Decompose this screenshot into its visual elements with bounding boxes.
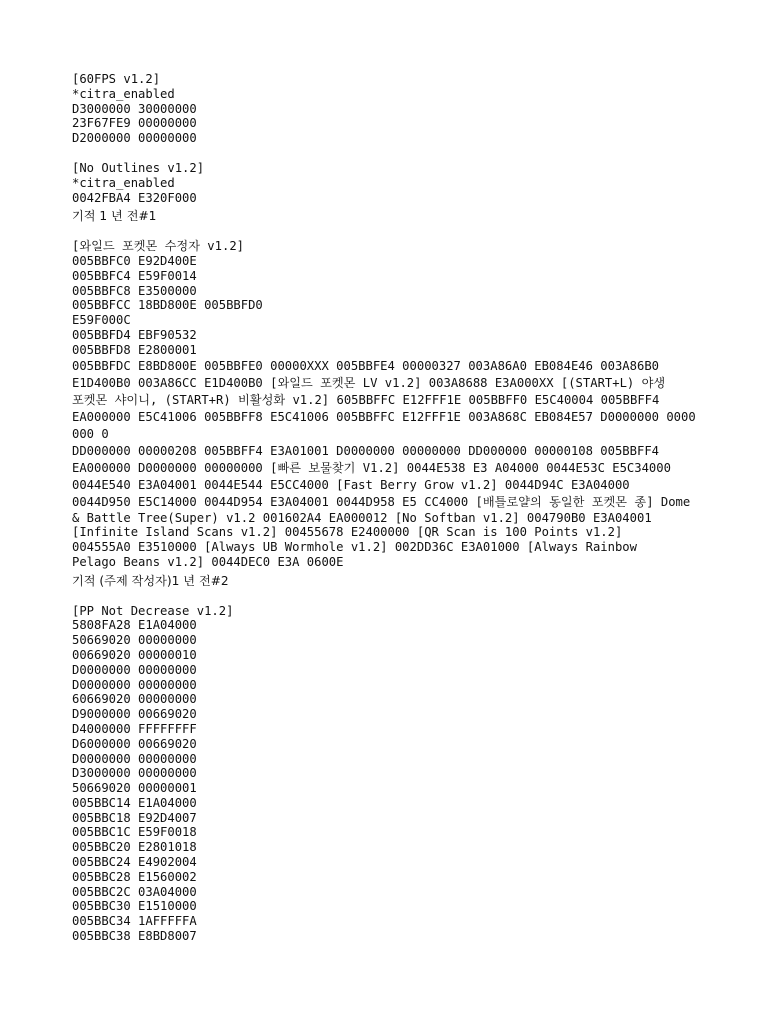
code-line: 005BBC28 E1560002 xyxy=(72,869,197,884)
blank-line xyxy=(72,224,702,239)
code-line: 005BBFDC E8BD800E 005BBFE0 00000XXX 005BBFE4 00000327 003A86A0 EB084E46 003A86B0 xyxy=(72,358,659,373)
code-line: 005BBC24 E4902004 xyxy=(72,855,197,870)
code-line: 005BBFC0 E92D400E xyxy=(72,253,197,268)
code-line: 005BBFD8 E2800001 xyxy=(72,342,197,357)
code-line: *citra_enabled xyxy=(72,86,175,101)
code-line: 005BBC30 E1510000 xyxy=(72,899,197,914)
code-line: [Infinite Island Scans v1.2] 00455678 E2400000 [QR Scan is 100 Points v1.2] xyxy=(72,525,623,540)
code-line: [PP Not Decrease v1.2] xyxy=(72,603,234,618)
code-line: 005BBC38 E8BD8007 xyxy=(72,929,197,944)
code-line: 0044D950 E5C14000 0044D954 E3A04001 0044D958 E5 CC4000 [배틀로얄의 동일한 포켓몬 종] Dome xyxy=(72,494,691,509)
code-line: *citra_enabled xyxy=(72,175,175,190)
code-line: DD000000 00000208 005BBFF4 E3A01001 D0000000 00000000 DD000000 00000108 005BBFF4 xyxy=(72,443,659,458)
code-line: 005BBFD4 EBF90532 xyxy=(72,327,197,342)
code-line: [60FPS v1.2] xyxy=(72,72,161,86)
post-meta: 기적 (주제 작성자)1 년 전#2 xyxy=(72,573,229,588)
code-line: [와일드 포켓몬 수정자 v1.2] xyxy=(72,239,244,254)
code-line: E59F000C xyxy=(72,313,131,328)
blank-line xyxy=(72,589,702,604)
code-line: 00669020 00000010 xyxy=(72,647,197,662)
code-line: 50669020 00000001 xyxy=(72,781,197,796)
code-line: D2000000 00000000 xyxy=(72,131,197,146)
cheat-paragraph xyxy=(72,358,702,570)
post-meta: 기적 1 년 전#1 xyxy=(72,209,157,224)
code-line: EA000000 E5C41006 005BBFF8 E5C41006 005BBFFC E12FFF1E 003A868C EB084E57 D0000000 0000000 0 xyxy=(72,409,696,441)
cheat-block-wild-modifier xyxy=(72,239,702,357)
code-line: 60669020 00000000 xyxy=(72,692,197,707)
code-line: D6000000 00669020 xyxy=(72,736,197,751)
code-line: & Battle Tree(Super) v1.2 001602A4 EA000012 [No Softban v1.2] 004790B0 E3A04001 xyxy=(72,510,652,525)
code-line: 005BBFCC 18BD800E 005BBFD0 xyxy=(72,298,263,313)
code-line: 0044E540 E3A04001 0044E544 E5CC4000 [Fast Berry Grow v1.2] 0044D94C E3A04000 xyxy=(72,477,630,492)
code-line: D0000000 00000000 xyxy=(72,751,197,766)
code-line: 5808FA28 E1A04000 xyxy=(72,618,197,633)
code-line: D0000000 00000000 xyxy=(72,662,197,677)
code-line: 005BBFC8 E3500000 xyxy=(72,283,197,298)
cheat-block-pp-not-decrease xyxy=(72,604,702,944)
code-line: D0000000 00000000 xyxy=(72,677,197,692)
code-line: 005BBFC4 E59F0014 xyxy=(72,268,197,283)
code-line: E1D400B0 003A86CC E1D400B0 [와일드 포켓몬 LV v1.2] 003A8688 E3A000XX [(START+L) 야생 xyxy=(72,375,666,390)
code-line: 005BBC14 E1A04000 xyxy=(72,795,197,810)
code-line: EA000000 D0000000 00000000 [빠른 보물찾기 V1.2] 0044E538 E3 A04000 0044E53C E5C34000 xyxy=(72,460,671,475)
code-line: 23F67FE9 00000000 xyxy=(72,116,197,131)
code-line: 005BBC34 1AFFFFFA xyxy=(72,914,197,929)
cheat-block-60fps xyxy=(72,72,702,146)
code-line: D3000000 30000000 xyxy=(72,101,197,116)
code-line: 005BBC18 E92D4007 xyxy=(72,810,197,825)
code-line: D9000000 00669020 xyxy=(72,707,197,722)
code-line: 50669020 00000000 xyxy=(72,633,197,648)
code-line: 005BBC20 E2801018 xyxy=(72,840,197,855)
blank-line xyxy=(72,146,702,161)
code-line: 포켓몬 샤이니, (START+R) 비활성화 v1.2] 605BBFFC E12FFF1E 005BBFF0 E5C40004 005BBFF4 xyxy=(72,392,660,407)
code-line: Pelago Beans v1.2] 0044DEC0 E3A 0600E xyxy=(72,554,344,569)
code-line: 005BBC1C E59F0018 xyxy=(72,825,197,840)
code-line: 005BBC2C 03A04000 xyxy=(72,884,197,899)
cheat-block-no-outlines xyxy=(72,161,702,205)
code-line: 004555A0 E3510000 [Always UB Wormhole v1.2] 002DD36C E3A01000 [Always Rainbow xyxy=(72,540,637,555)
document-body xyxy=(72,72,702,944)
code-line: D4000000 FFFFFFFF xyxy=(72,721,197,736)
code-line: 0042FBA4 E320F000 xyxy=(72,190,197,205)
code-line: [No Outlines v1.2] xyxy=(72,160,205,175)
code-line: D3000000 00000000 xyxy=(72,766,197,781)
